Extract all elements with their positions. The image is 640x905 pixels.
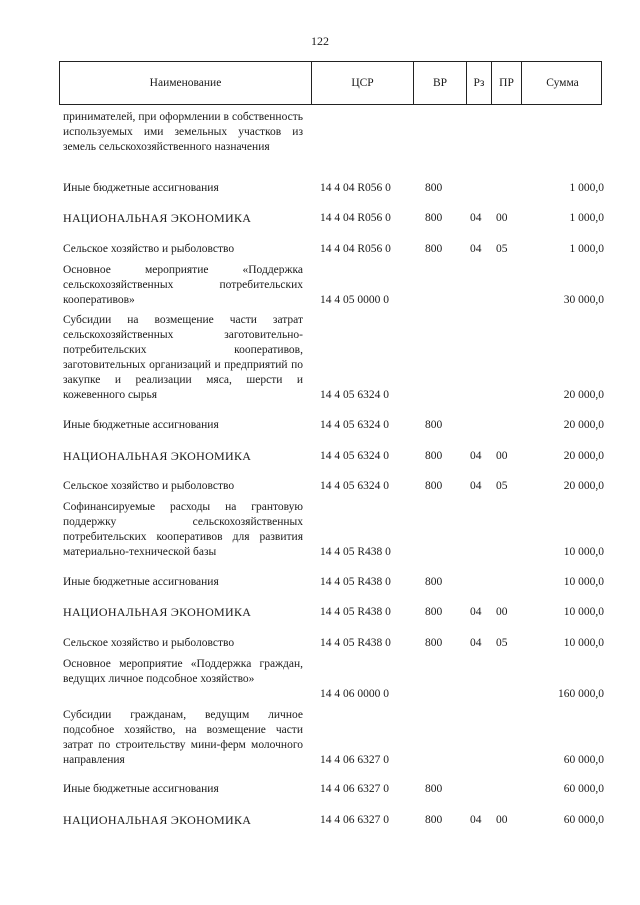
row-name: НАЦИОНАЛЬНАЯ ЭКОНОМИКА <box>63 211 252 225</box>
row-csr: 14 4 05 6324 0 <box>320 480 389 492</box>
row-sum: 160 000,0 <box>558 688 604 700</box>
row-sum: 10 000,0 <box>563 546 604 558</box>
row-sum: 20 000,0 <box>563 450 604 462</box>
row-name: Сельское хозяйство и рыболовство <box>63 243 235 255</box>
row-csr: 14 4 05 6324 0 <box>320 450 389 462</box>
row-csr: 14 4 06 6327 0 <box>320 783 389 795</box>
row-csr: 14 4 05 6324 0 <box>320 419 389 431</box>
row-name: НАЦИОНАЛЬНАЯ ЭКОНОМИКА <box>63 813 252 827</box>
row-pr: 00 <box>496 606 508 618</box>
row-csr: 14 4 05 R438 0 <box>320 576 391 588</box>
header-csr: ЦСР <box>311 62 413 104</box>
row-vr: 800 <box>425 606 443 618</box>
row-pr: 00 <box>496 450 508 462</box>
row-csr: 14 4 04 R056 0 <box>320 243 391 255</box>
row-sum: 10 000,0 <box>563 637 604 649</box>
row-csr: 14 4 05 0000 0 <box>320 294 389 306</box>
row-pr: 00 <box>496 212 508 224</box>
row-pr: 05 <box>496 480 508 492</box>
row-name: НАЦИОНАЛЬНАЯ ЭКОНОМИКА <box>63 605 252 619</box>
row-name: Иные бюджетные ассигнования <box>63 783 219 795</box>
header-pr: ПР <box>491 62 521 104</box>
row-sum: 20 000,0 <box>563 480 604 492</box>
row-vr: 800 <box>425 576 443 588</box>
row-name: Сельское хозяйство и рыболовство <box>63 637 235 649</box>
row-vr: 800 <box>425 450 443 462</box>
row-rz: 04 <box>470 814 482 826</box>
row-sum: 10 000,0 <box>563 576 604 588</box>
header-sum: Сумма <box>521 62 603 104</box>
row-rz: 04 <box>470 450 482 462</box>
header-rz: Рз <box>466 62 491 104</box>
row-rz: 04 <box>470 243 482 255</box>
row-csr: 14 4 05 6324 0 <box>320 389 389 401</box>
row-csr: 14 4 04 R056 0 <box>320 182 391 194</box>
row-name: Основное мероприятие «Поддержка граждан, ведущих личное подсобное хозяйство» <box>63 658 303 685</box>
row-sum: 20 000,0 <box>563 419 604 431</box>
row-sum: 60 000,0 <box>563 783 604 795</box>
row-csr: 14 4 06 6327 0 <box>320 814 389 826</box>
row-rz: 04 <box>470 212 482 224</box>
row-sum: 60 000,0 <box>563 754 604 766</box>
row-name: Субсидии на возмещение части затрат сельскохозяйственных заготовительно-потребительских кооперативов, заготовительных организаций и предприятий по закупке и реализации мяса, шерсти и кожевенного сырья <box>63 314 303 401</box>
row-csr: 14 4 04 R056 0 <box>320 212 391 224</box>
row-sum: 1 000,0 <box>569 182 604 194</box>
row-csr: 14 4 06 6327 0 <box>320 754 389 766</box>
row-name: Иные бюджетные ассигнования <box>63 576 219 588</box>
row-rz: 04 <box>470 480 482 492</box>
row-vr: 800 <box>425 182 443 194</box>
page-number: 122 <box>311 34 329 48</box>
row-name: Основное мероприятие «Поддержка сельскохозяйственных потребительских кооперативов» <box>63 264 303 306</box>
row-rz: 04 <box>470 637 482 649</box>
row-vr: 800 <box>425 419 443 431</box>
row-pr: 00 <box>496 814 508 826</box>
table-header <box>59 61 602 105</box>
row-sum: 60 000,0 <box>563 814 604 826</box>
row-name: Субсидии гражданам, ведущим личное подсобное хозяйство, на возмещение части затрат по строительству мини-ферм молочного направления <box>63 709 303 766</box>
row-csr: 14 4 05 R438 0 <box>320 637 391 649</box>
row-name: Иные бюджетные ассигнования <box>63 419 219 431</box>
row-name: принимателей, при оформлении в собственность используемых ими земельных участков из земель сельскохозяйственного назначения <box>63 111 303 153</box>
row-sum: 30 000,0 <box>563 294 604 306</box>
row-vr: 800 <box>425 783 443 795</box>
header-vr: ВР <box>413 62 466 104</box>
row-name: НАЦИОНАЛЬНАЯ ЭКОНОМИКА <box>63 449 252 463</box>
row-csr: 14 4 05 R438 0 <box>320 606 391 618</box>
row-csr: 14 4 05 R438 0 <box>320 546 391 558</box>
row-name: Софинансируемые расходы на грантовую поддержку сельскохозяйственных потребительских кооперативов для развития материально-технической базы <box>63 501 303 558</box>
row-sum: 1 000,0 <box>569 212 604 224</box>
row-vr: 800 <box>425 212 443 224</box>
row-name: Иные бюджетные ассигнования <box>63 182 219 194</box>
row-vr: 800 <box>425 814 443 826</box>
row-pr: 05 <box>496 243 508 255</box>
row-vr: 800 <box>425 243 443 255</box>
row-name: Сельское хозяйство и рыболовство <box>63 480 235 492</box>
row-sum: 10 000,0 <box>563 606 604 618</box>
header-name: Наименование <box>149 77 222 89</box>
row-sum: 1 000,0 <box>569 243 604 255</box>
row-sum: 20 000,0 <box>563 389 604 401</box>
row-rz: 04 <box>470 606 482 618</box>
row-csr: 14 4 06 0000 0 <box>320 688 389 700</box>
row-vr: 800 <box>425 637 443 649</box>
row-pr: 05 <box>496 637 508 649</box>
row-vr: 800 <box>425 480 443 492</box>
